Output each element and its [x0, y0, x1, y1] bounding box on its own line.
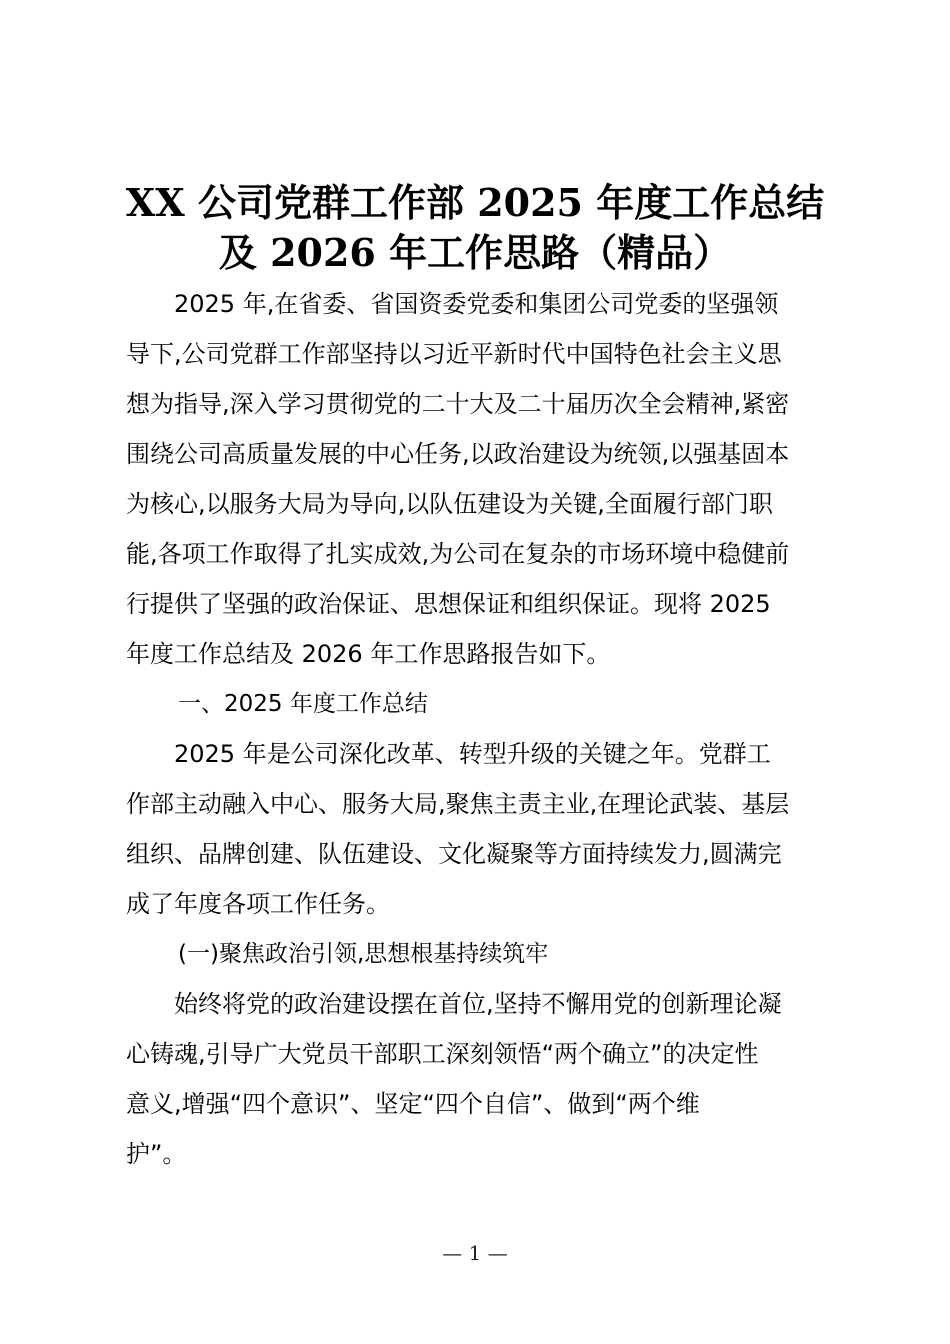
- section1-paragraph: [126, 729, 832, 929]
- section-heading-1: 一、2025 年度工作总结: [178, 691, 428, 717]
- subsection1-paragraph: [126, 979, 832, 1179]
- page-number: — 1 —: [442, 1241, 508, 1265]
- intro-paragraph: [126, 279, 832, 679]
- title-line-1: XX 公司党群工作部 2025 年度工作总结: [125, 180, 825, 225]
- intro-line-6: 能,各项工作取得了扎实成效,为公司在复杂的市场环境中稳健前: [126, 540, 790, 568]
- section1-line-3: 组织、品牌创建、队伍建设、文化凝聚等方面持续发力,圆满完: [126, 840, 782, 868]
- section1-line-1: 2025 年是公司深化改革、转型升级的关键之年。党群工: [126, 740, 771, 768]
- title-line-2: 及 2026 年工作思路（精品）: [218, 230, 732, 275]
- document-title: [100, 178, 850, 278]
- subsection1-line-1: 始终将党的政治建设摆在首位,坚持不懈用党的创新理论凝: [126, 990, 782, 1018]
- subsection-heading-1: (一)聚焦政治引领,思想根基持续筑牢: [178, 941, 549, 967]
- intro-line-8: 年度工作总结及 2026 年工作思路报告如下。: [126, 640, 611, 668]
- intro-line-1: 2025 年,在省委、省国资委党委和集团公司党委的坚强领: [126, 290, 779, 318]
- intro-line-3: 想为指导,深入学习贯彻党的二十大及二十届历次全会精神,紧密: [126, 390, 790, 418]
- intro-line-4: 围绕公司高质量发展的中心任务,以政治建设为统领,以强基固本: [126, 440, 790, 468]
- subsection1-line-4: 护”。: [126, 1140, 187, 1168]
- section1-line-4: 成了年度各项工作任务。: [126, 890, 390, 918]
- section1-line-2: 作部主动融入中心、服务大局,聚焦主责主业,在理论武装、基层: [126, 790, 790, 818]
- intro-line-5: 为核心,以服务大局为导向,以队伍建设为关键,全面履行部门职: [126, 490, 773, 518]
- intro-line-2: 导下,公司党群工作部坚持以习近平新时代中国特色社会主义思: [126, 340, 782, 368]
- subsection1-line-3: 意义,增强“四个意识”、坚定“四个自信”、做到“两个维: [126, 1090, 700, 1118]
- intro-line-7: 行提供了坚强的政治保证、思想保证和组织保证。现将 2025: [126, 590, 771, 618]
- subsection1-line-2: 心铸魂,引导广大党员干部职工深刻领悟“两个确立”的决定性: [126, 1040, 759, 1068]
